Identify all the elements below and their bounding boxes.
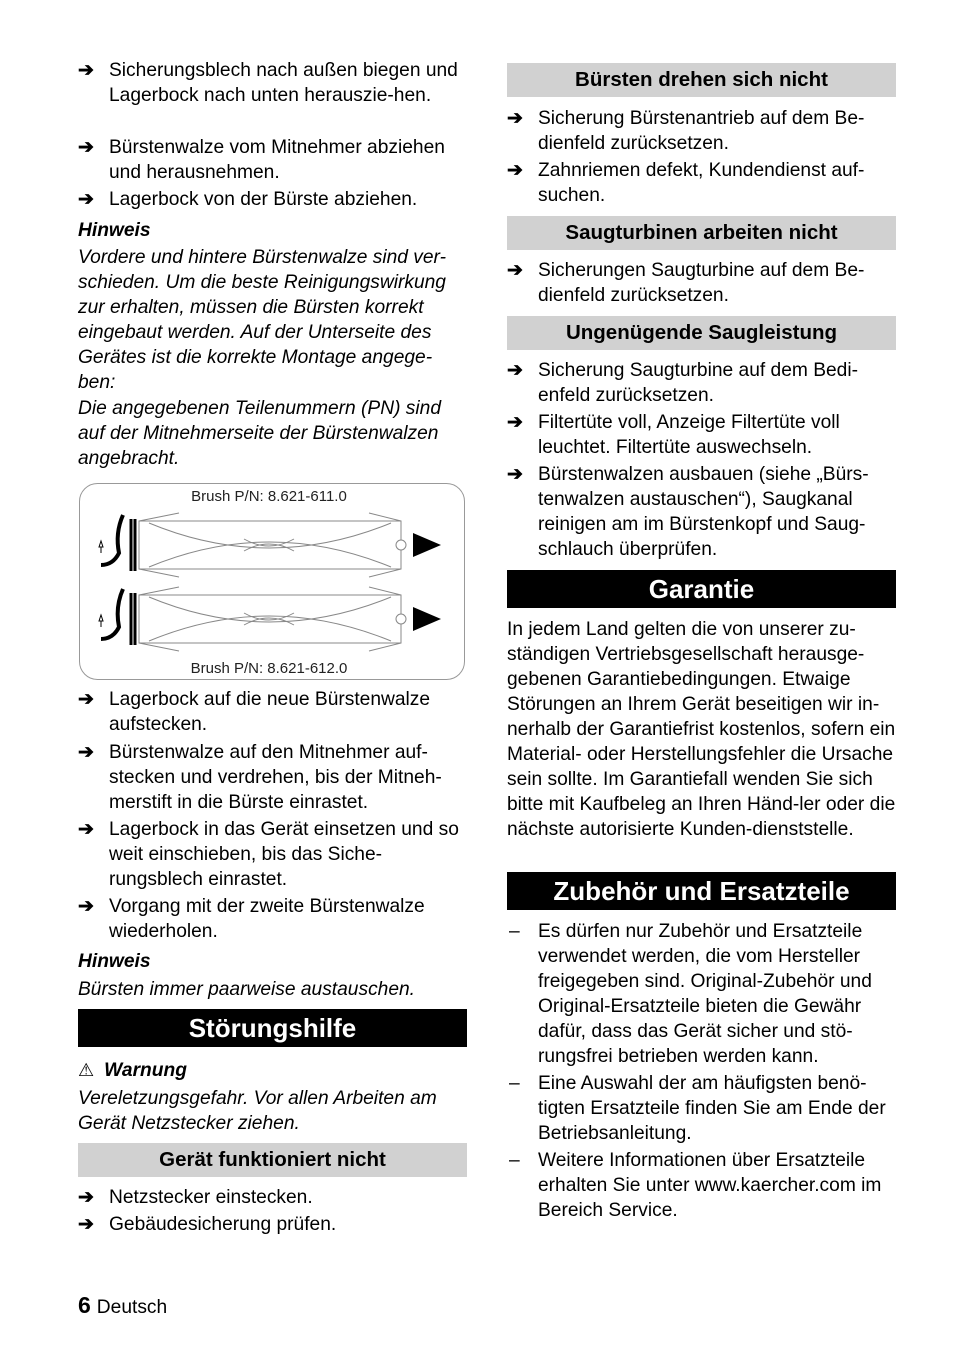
arrow-icon: ➔ bbox=[507, 260, 523, 281]
warning-title: Warnung bbox=[104, 1060, 187, 1081]
arrow-icon: ➔ bbox=[78, 742, 94, 763]
list-item: – Eine Auswahl der am häufigsten benö-tigten Ersatzteile finden Sie am Ende der Betriebsanleitung. bbox=[509, 1073, 886, 1144]
list-item: ➔ Bürstenwalze auf den Mitnehmer auf-stecken und verdrehen, bis der Mitneh-merstift in die Bürste einrastet. bbox=[78, 742, 442, 813]
page-footer bbox=[78, 1293, 167, 1320]
dash-marker: – bbox=[509, 1150, 520, 1171]
list-item: ➔ Bürstenwalze vom Mitnehmer abziehen und herausnehmen. bbox=[78, 137, 445, 183]
warranty-text: In jedem Land gelten die von unserer zu-ständigen Vertriebsgesellschaft herausge-gebenen Garantiebedingungen. Etwaige Störungen an Ihrem Gerät beseitigen wir in-nerhalb der Garantiefrist kostenlos, sofern ein Material- oder Herstellungsfehler die Ursache sein sollte. Im Garantiefall wenden Sie sich bitte mit Kaufbeleg an Ihren Händ-ler oder die nächste autorisierte Kunden-dienststelle. bbox=[507, 619, 896, 840]
note-text: Bürsten immer paarweise austauschen. bbox=[78, 979, 416, 1000]
dash-marker: – bbox=[509, 921, 520, 942]
arrow-icon: ➔ bbox=[78, 689, 94, 710]
warning-heading bbox=[78, 1058, 187, 1083]
list-item: ➔ Sicherungsblech nach außen biegen und Lagerbock nach unten herauszie-hen. bbox=[78, 60, 458, 106]
arrow-icon: ➔ bbox=[78, 896, 94, 917]
section-heading-stoerungshilfe: Störungshilfe bbox=[78, 1009, 467, 1047]
arrow-icon: ➔ bbox=[78, 189, 94, 210]
section-heading-zubehoer: Zubehör und Ersatzteile bbox=[507, 872, 896, 910]
arrow-icon: ➔ bbox=[78, 137, 94, 158]
arrow-icon: ➔ bbox=[507, 464, 523, 485]
warning-icon: ⚠ bbox=[78, 1060, 95, 1080]
brush-label-top: Brush P/N: 8.621-611.0 bbox=[191, 488, 347, 505]
arrow-icon: ➔ bbox=[507, 160, 523, 181]
page-number: 6 bbox=[78, 1292, 91, 1318]
section-heading-garantie: Garantie bbox=[507, 570, 896, 608]
list-item: ➔ Gebäudesicherung prüfen. bbox=[78, 1214, 337, 1235]
arrow-icon: ➔ bbox=[507, 108, 523, 129]
list-item: – Es dürfen nur Zubehör und Ersatzteile verwendet werden, die vom Hersteller freigegeben sind. Original-Zubehör und Original-Ersatzteile bieten die Gewähr dafür, dass das Gerät sicher und stö-rungsfrei betrieben werden kann. bbox=[509, 921, 872, 1067]
list-item: ➔ Lagerbock auf die neue Bürstenwalze aufstecken. bbox=[78, 689, 431, 735]
language-label: Deutsch bbox=[96, 1297, 168, 1318]
list-item: ➔ Filtertüte voll, Anzeige Filtertüte voll leuchtet. Filtertüte auswechseln. bbox=[507, 412, 840, 458]
list-item: ➔ Lagerbock von der Bürste abziehen. bbox=[78, 189, 418, 210]
brush-mounting-diagram bbox=[79, 483, 465, 680]
list-item: ➔ Sicherung Saugturbine auf dem Bedi-enfeld zurücksetzen. bbox=[507, 360, 858, 406]
list-item: ➔ Netzstecker einstecken. bbox=[78, 1187, 313, 1208]
arrow-icon: ➔ bbox=[507, 412, 523, 433]
list-item: ➔ Sicherung Bürstenantrieb auf dem Be-dienfeld zurücksetzen. bbox=[507, 108, 865, 154]
list-item: ➔ Vorgang mit der zweite Bürstenwalze wiederholen. bbox=[78, 896, 425, 942]
subsection-heading: Gerät funktioniert nicht bbox=[78, 1143, 467, 1177]
list-item: ➔ Bürstenwalzen ausbauen (siehe „Bürs-tenwalzen austauschen“), Saugkanal reinigen am im Bürstenkopf und Saug-schlauch überprüfen. bbox=[507, 464, 869, 560]
note-title: Hinweis bbox=[78, 220, 151, 241]
arrow-icon: ➔ bbox=[78, 1214, 94, 1235]
subsection-heading: Saugturbinen arbeiten nicht bbox=[507, 216, 896, 250]
subsection-heading: Ungenügende Saugleistung bbox=[507, 316, 896, 350]
brush-diagram-svg bbox=[79, 483, 465, 680]
note-text: Die angegebenen Teilenummern (PN) sind auf der Mitnehmerseite der Bürstenwalzen angebracht. bbox=[78, 398, 441, 469]
arrow-icon: ➔ bbox=[78, 1187, 94, 1208]
dash-marker: – bbox=[509, 1073, 520, 1094]
note-title: Hinweis bbox=[78, 951, 151, 972]
arrow-icon: ➔ bbox=[507, 360, 523, 381]
note-text: Vordere und hintere Bürstenwalze sind ver-schieden. Um die beste Reinigungswirkung zur erhalten, müssen die Bürsten korrekt eingebaut werden. Auf der Unterseite des Gerätes ist die korrekte Montage angege-ben: bbox=[78, 247, 446, 393]
warning-text: Vereletzungsgefahr. Vor allen Arbeiten am Gerät Netzstecker ziehen. bbox=[78, 1088, 437, 1134]
arrow-icon: ➔ bbox=[78, 819, 94, 840]
list-item: ➔ Sicherungen Saugturbine auf dem Be-dienfeld zurücksetzen. bbox=[507, 260, 865, 306]
list-item: ➔ Zahnriemen defekt, Kundendienst auf-suchen. bbox=[507, 160, 865, 206]
arrow-icon: ➔ bbox=[78, 60, 94, 81]
list-item: ➔ Lagerbock in das Gerät einsetzen und so weit einschieben, bis das Siche-rungsblech einrastet. bbox=[78, 819, 459, 890]
subsection-heading: Bürsten drehen sich nicht bbox=[507, 63, 896, 97]
list-item: – Weitere Informationen über Ersatzteile erhalten Sie unter www.kaercher.com im Bereich Service. bbox=[509, 1150, 882, 1221]
brush-label-bottom: Brush P/N: 8.621-612.0 bbox=[190, 660, 348, 677]
